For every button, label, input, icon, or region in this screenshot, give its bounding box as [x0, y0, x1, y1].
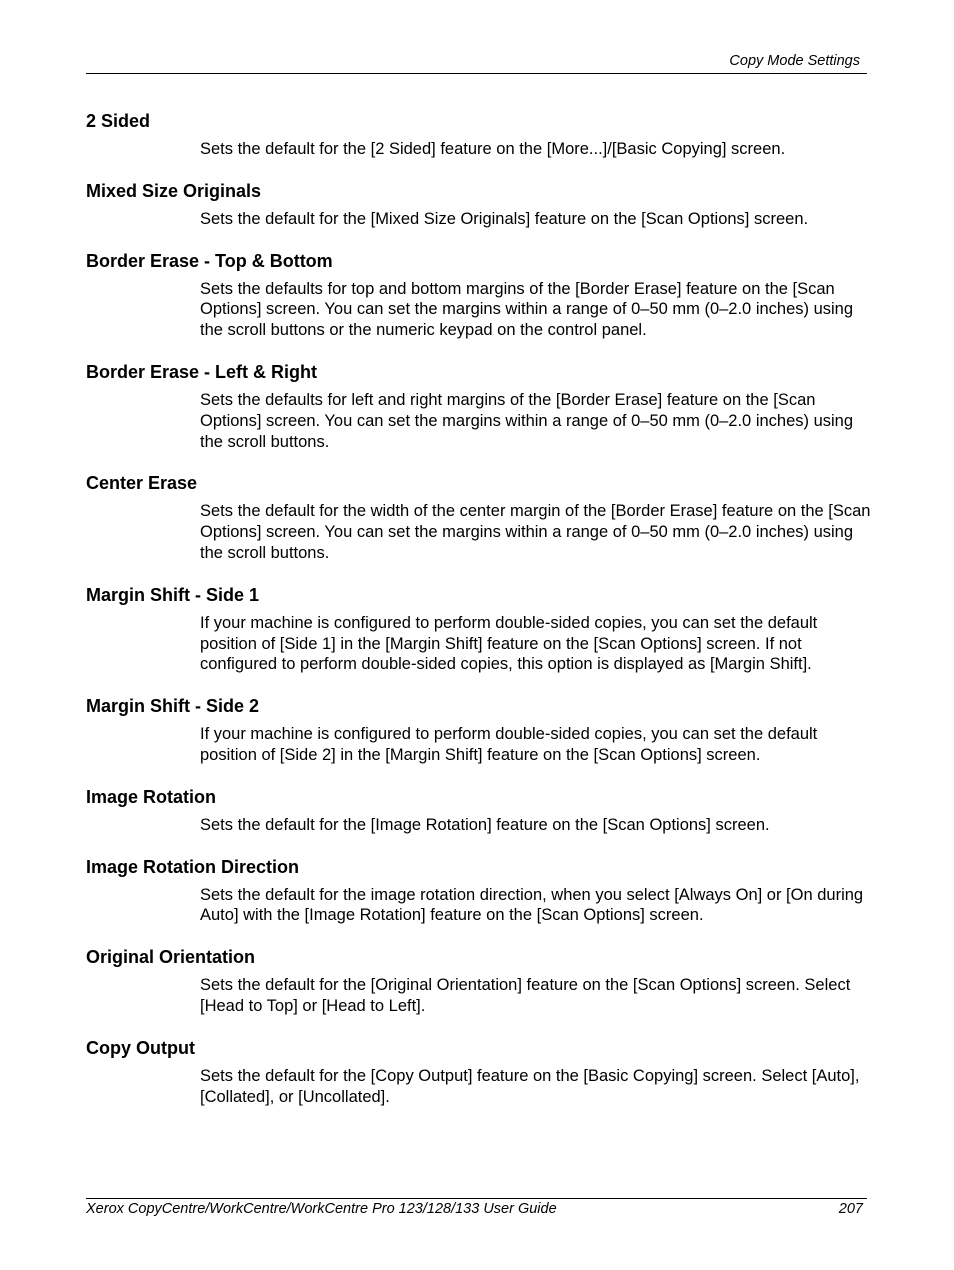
section-heading: Center Erase	[86, 473, 198, 494]
section-original-orientation	[86, 945, 867, 1017]
section-description: If your machine is configured to perform double-sided copies, you can set the default position of [Side 2] in the [Margin Shift] feature on the [Scan Options] screen.	[200, 725, 818, 764]
section-description: Sets the default for the [Copy Output] feature on the [Basic Copying] screen. Select [Auto], [Collated], or [Uncollated].	[200, 1066, 860, 1106]
section-description: Sets the default for the [Mixed Size Originals] feature on the [Scan Options] screen.	[200, 209, 809, 228]
section-heading: Image Rotation Direction	[86, 856, 300, 877]
page-content	[86, 109, 871, 1126]
section-heading: 2 Sided	[86, 111, 151, 131]
section-heading: Margin Shift - Side 1	[86, 584, 260, 605]
section-description: Sets the defaults for left and right margins of the [Border Erase] feature on the [Scan Options] screen. You can set the margins within a range of 0–50 mm (0–2.0 inches) using the scroll buttons.	[200, 390, 854, 451]
section-copy-output	[86, 1036, 867, 1108]
section-heading: Original Orientation	[86, 947, 256, 968]
section-heading: Border Erase - Top & Bottom	[86, 250, 333, 271]
section-description: Sets the default for the [2 Sided] feature on the [More...]/[Basic Copying] screen.	[200, 140, 786, 158]
section-heading: Border Erase - Left & Right	[86, 361, 318, 382]
section-heading: Margin Shift - Side 2	[86, 696, 260, 717]
section-2-sided	[86, 109, 867, 160]
section-border-erase-left-right	[86, 360, 867, 452]
section-margin-shift-side-1	[86, 583, 867, 675]
section-heading: Copy Output	[86, 1037, 195, 1058]
section-description: Sets the defaults for top and bottom margins of the [Border Erase] feature on the [Scan Options] screen. You can set the margins within a range of 0–50 mm (0–2.0 inches) using the scroll buttons or the numeric keypad on the control panel.	[200, 279, 854, 340]
section-heading: Mixed Size Originals	[86, 180, 262, 201]
footer-guide-title: Xerox CopyCentre/WorkCentre/WorkCentre Pro 123/128/133 User Guide	[86, 1201, 557, 1217]
section-description: Sets the default for the image rotation direction, when you select [Always On] or [On during Auto] with the [Image Rotation] feature on the [Scan Options] screen.	[200, 885, 864, 925]
section-border-erase-top-bottom	[86, 249, 867, 341]
section-description: Sets the default for the [Image Rotation] feature on the [Scan Options] screen.	[200, 815, 770, 834]
section-margin-shift-side-2	[86, 694, 867, 766]
section-description: Sets the default for the [Original Orientation] feature on the [Scan Options] screen. Select [Head to Top] or [Head to Left].	[200, 976, 851, 1015]
footer-divider	[86, 1198, 867, 1199]
section-image-rotation-direction	[86, 855, 867, 927]
header-divider	[86, 73, 867, 74]
section-image-rotation	[86, 785, 867, 836]
running-header: Copy Mode Settings	[729, 53, 860, 69]
section-mixed-size-originals	[86, 179, 867, 230]
section-description: Sets the default for the width of the center margin of the [Border Erase] feature on the [Scan Options] screen. You can set the margins within a range of 0–50 mm (0–2.0 inches) using the scroll buttons.	[200, 502, 871, 562]
section-heading: Image Rotation	[86, 786, 217, 807]
section-center-erase	[86, 471, 871, 563]
section-description: If your machine is configured to perform double-sided copies, you can set the default position of [Side 1] in the [Margin Shift] feature on the [Scan Options] screen. If not configured to perform double-sided copies, this option is displayed as [Margin Shift].	[200, 613, 818, 674]
page-number: 207	[838, 1201, 863, 1217]
